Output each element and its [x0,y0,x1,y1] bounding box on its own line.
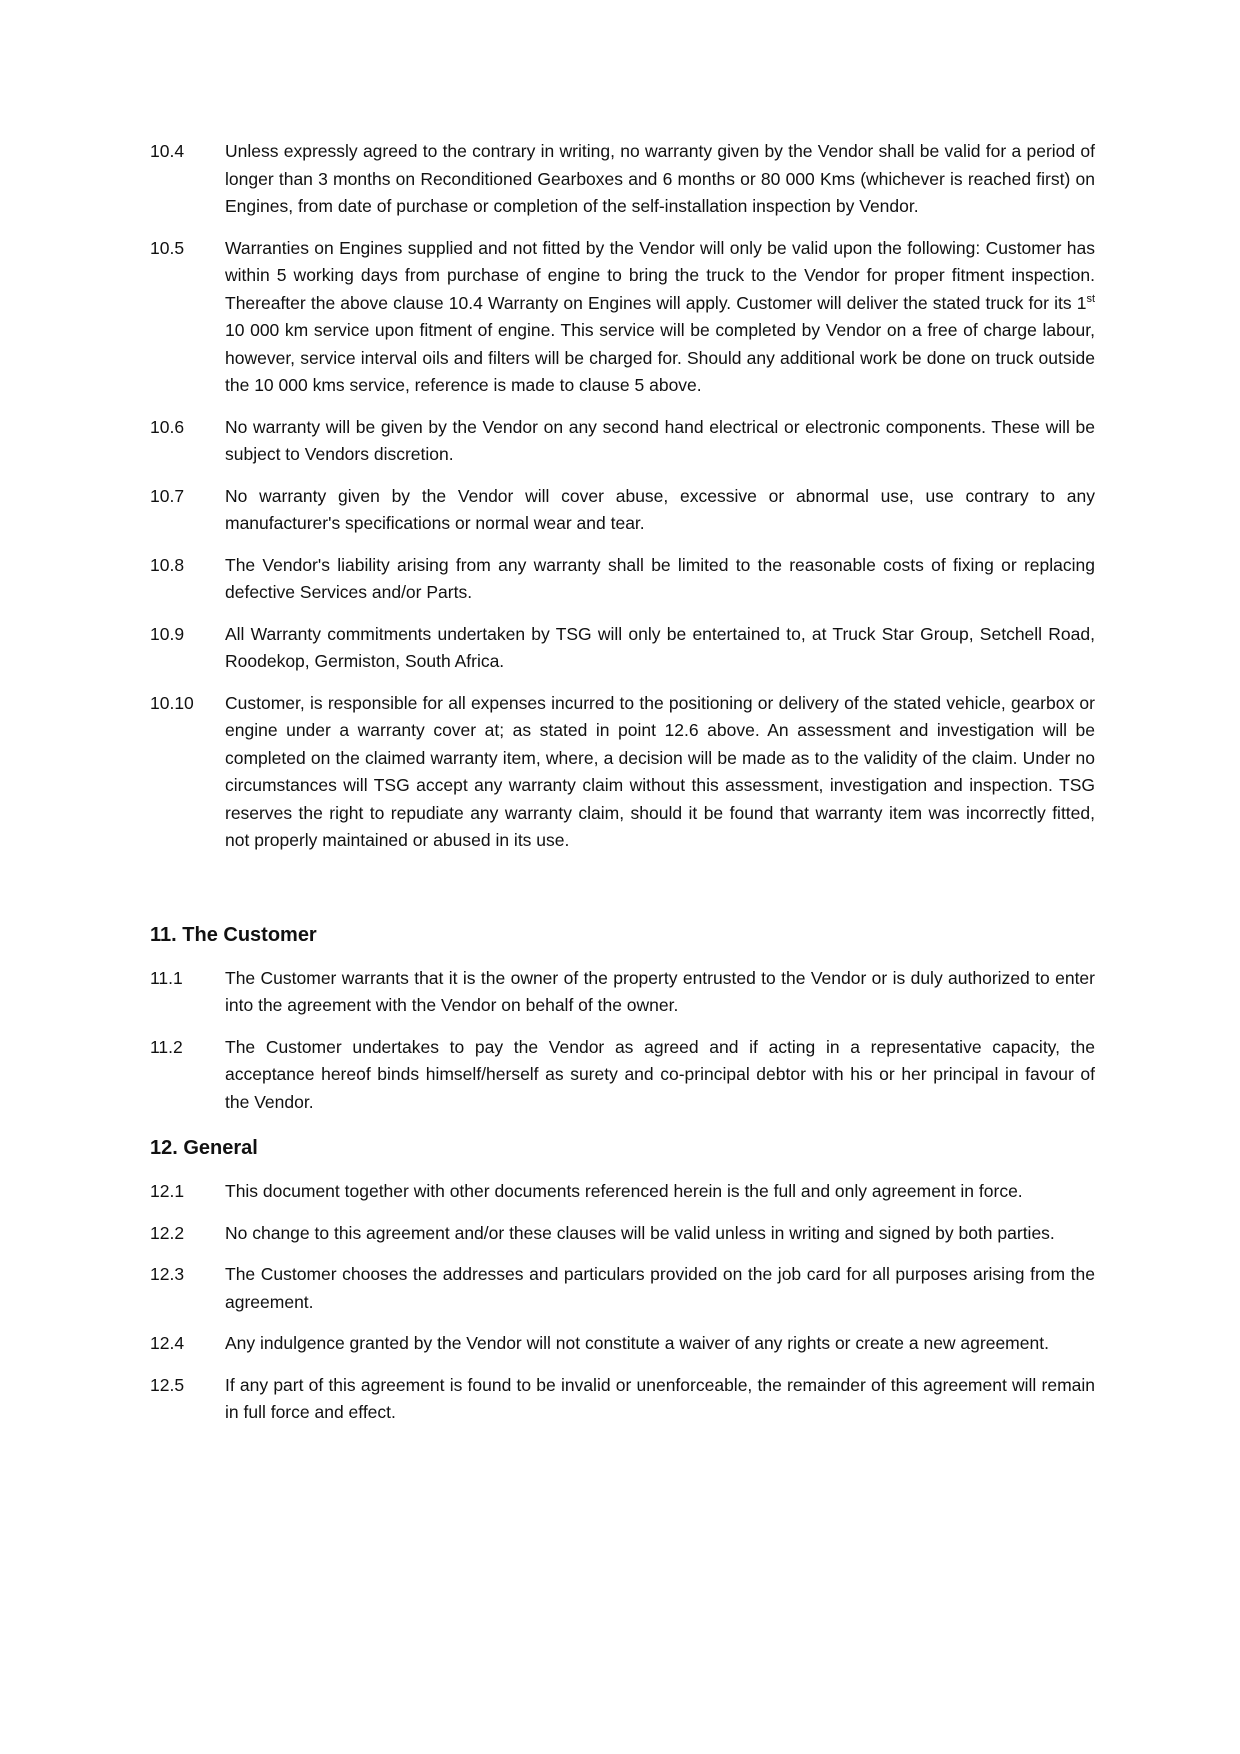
clause-text: The Customer undertakes to pay the Vendor as agreed and if acting in a representative capacity, the acceptance hereof binds himself/herself as surety and co-principal debtor with his or her principal in favour of the Vendor. [225,1036,1095,1112]
clause-text: No warranty will be given by the Vendor on any second hand electrical or electronic components. These will be subject to Vendors discretion. [225,416,1095,464]
clause-10-6 [150,414,1095,469]
clause-12-4 [150,1330,1095,1358]
clause-text: Customer, is responsible for all expenses incurred to the positioning or delivery of the stated vehicle, gearbox or engine under a warranty cover at; as stated in point 12.6 above. An assessment and investigation will be completed on the claimed warranty item, where, a decision will be made as to the validity of the claim. Under no circumstances will TSG accept any warranty claim without this assessment, investigation and inspection. TSG reserves the right to repudiate any warranty claim, should it be found that warranty item was incorrectly fitted, not properly maintained or abused in its use. [225,692,1095,850]
clause-number: 10.9 [150,623,185,644]
clause-text: If any part of this agreement is found to be invalid or unenforceable, the remainder of this agreement will remain in full force and effect. [225,1374,1095,1422]
clause-12-3 [150,1261,1095,1316]
clause-number: 10.10 [150,692,194,713]
clause-text: All Warranty commitments undertaken by TSG will only be entertained to, at Truck Star Group, Setchell Road, Roodekop, Germiston, South Africa. [225,623,1095,671]
document-page [150,138,1095,1441]
clause-12-2 [150,1220,1095,1248]
clause-number: 10.4 [150,141,185,161]
clause-text: The Customer warrants that it is the owner of the property entrusted to the Vendor or is duly authorized to enter into the agreement with the Vendor on behalf of the owner. [225,967,1095,1015]
clause-number: 12.3 [150,1264,185,1284]
clause-10-4 [150,138,1095,221]
clause-10-7 [150,483,1095,538]
clause-text: This document together with other documents referenced herein is the full and only agreement in force. [225,1181,1023,1201]
clause-number: 11.2 [150,1036,183,1057]
clause-number: 10.5 [150,237,185,258]
clause-number: 12.1 [150,1181,185,1201]
clause-text: Any indulgence granted by the Vendor will not constitute a waiver of any rights or create a new agreement. [225,1333,1049,1353]
section-heading-customer: 11. The Customer [150,923,317,946]
section-heading-general: 12. General [150,1137,258,1159]
clause-10-8 [150,552,1095,607]
clause-10-5 [150,235,1095,400]
clause-text: Unless expressly agreed to the contrary in writing, no warranty given by the Vendor shall be valid for a period of longer than 3 months on Reconditioned Gearboxes and 6 months or 80 000 Kms (whichever is reached first) on Engines, from date of purchase or completion of the self-installation inspection by Vendor. [225,141,1095,216]
clause-12-5 [150,1372,1095,1427]
clause-10-9 [150,621,1095,676]
clause-text: The Customer chooses the addresses and particulars provided on the job card for all purposes arising from the agreement. [225,1264,1095,1312]
clause-text-part: Warranties on Engines supplied and not fitted by the Vendor will only be valid upon the following: Customer has within 5 working days from purchase of engine to bring the truck to the Vendor for proper fitment inspection. Thereafter the above clause 10.4 Warranty on Engines will apply. Customer will deliver the stated truck for its 1 [225,237,1095,313]
clause-text [225,235,1095,400]
clause-text: No change to this agreement and/or these clauses will be valid unless in writing and signed by both parties. [225,1222,1055,1243]
clause-number: 10.7 [150,485,185,506]
clause-11-2 [150,1034,1095,1117]
spacer [150,869,1095,921]
clause-number: 12.4 [150,1333,185,1353]
clause-text-part: 10 000 km service upon fitment of engine. This service will be completed by Vendor on a free of charge labour, however, service interval oils and filters will be charged for. Should any additional work be done on truck outside the 10 000 kms service, reference is made to clause 5 above. [225,320,1095,395]
clause-text: The Vendor's liability arising from any warranty shall be limited to the reasonable costs of fixing or replacing defective Services and/or Parts. [225,554,1095,602]
clause-number: 10.6 [150,416,185,437]
clause-number: 11.1 [150,967,183,988]
clause-number: 10.8 [150,554,185,575]
clause-text: No warranty given by the Vendor will cover abuse, excessive or abnormal use, use contrary to any manufacturer's specifications or normal wear and tear. [225,485,1095,533]
superscript: st [1086,292,1095,305]
clause-number: 12.2 [150,1222,185,1243]
clause-number: 12.5 [150,1374,185,1395]
clause-10-10 [150,690,1095,855]
clause-11-1 [150,965,1095,1020]
clause-12-1 [150,1178,1095,1206]
